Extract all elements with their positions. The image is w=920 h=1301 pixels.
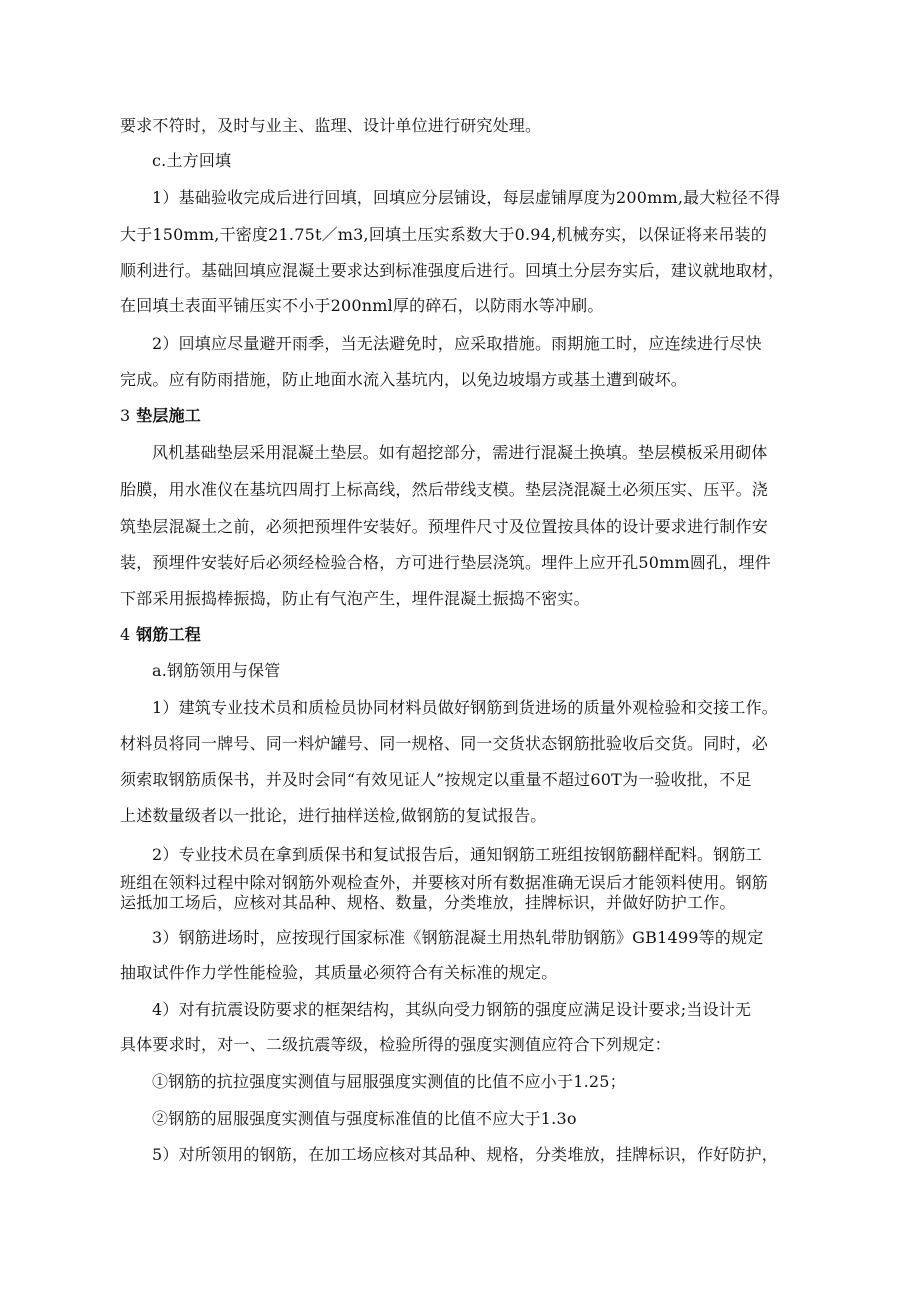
text-line: 顺利进行。基础回填应混凝土要求达到标准强度后进行。回填土分层夯实后，建议就地取材， xyxy=(120,261,785,280)
text-line: 3）钢筋进场时，应按现行国家标准《钢筋混凝土用热轧带肋钢筋》GB1499等的规定 xyxy=(152,928,764,947)
text-line: 1）基础验收完成后进行回填，回填应分层铺设，每层虚铺厚度为200mm,最大粒径不得 xyxy=(152,188,781,207)
text-line: 抽取试件作力学性能检验，其质量必须符合有关标准的规定。 xyxy=(120,963,558,982)
list-item: ②钢筋的屈服强度实测值与强度标准值的比值不应大于1.3o xyxy=(152,1109,577,1128)
text-line: 风机基础垫层采用混凝土垫层。如有超挖部分，需进行混凝土换填。垫层模板采用砌体 xyxy=(152,443,768,462)
text-line: 装，预埋件安装好后必须经检验合格，方可进行垫层浇筑。埋件上应开孔50mm圆孔，埋件 xyxy=(120,553,771,572)
text-line: 2）回填应尽量避开雨季，当无法避免时，应采取措施。雨期施工时，应连续进行尽快 xyxy=(152,334,762,353)
subsection-title: c.土方回填 xyxy=(152,151,232,170)
text-line: 材料员将同一牌号、同一料炉罐号、同一规格、同一交货状态钢筋批验收后交货。同时，必 xyxy=(120,734,769,753)
text-line: 须索取钢筋质保书，并及时会同“有效见证人”按规定以重量不超过60T为一验收批，不足 xyxy=(120,770,752,789)
text-line: 完成。应有防雨措施，防止地面水流入基坑内，以免边坡塌方或基土遭到破坏。 xyxy=(120,370,688,389)
section-heading xyxy=(120,406,820,426)
text-line: 4）对有抗震设防要求的框架结构，其纵向受力钢筋的强度应满足设计要求;当设计无 xyxy=(152,1000,752,1019)
text-line: 1）建筑专业技术员和质检员协同材料员做好钢筋到货进场的质量外观检验和交接工作。 xyxy=(152,698,778,717)
section-heading xyxy=(120,625,820,645)
text-line: 胎膜，用水准仪在基坑四周打上标高线，然后带线支模。垫层浇混凝土必须压实、压平。浇 xyxy=(120,480,769,499)
section-title: 垫层施工 xyxy=(136,406,201,425)
text-line: 要求不符时，及时与业主、监理、设计单位进行研究处理。 xyxy=(120,116,542,135)
text-line: 运抵加工场后，应核对其品种、规格、数量，分类堆放，挂牌标识，并做好防护工作。 xyxy=(120,893,736,912)
text-line: 筑垫层混凝土之前，必须把预埋件安装好。预埋件尺寸及位置按具体的设计要求进行制作安 xyxy=(120,517,769,536)
section-number: 3 xyxy=(120,406,131,425)
text-line: 具体要求时，对一、二级抗震等级，检验所得的强度实测值应符合下列规定： xyxy=(120,1035,671,1054)
text-line: 大于150mm,干密度21.75t／m3,回填土压实系数大于0.94,机械夯实，以保证将来吊装的 xyxy=(120,225,767,244)
section-title: 钢筋工程 xyxy=(136,625,201,644)
text-line: 下部采用振捣棒振捣，防止有气泡产生，埋件混凝土振捣不密实。 xyxy=(120,589,590,608)
text-line: 在回填土表面平铺压实不小于200nml厚的碎石，以防雨水等冲刷。 xyxy=(120,296,604,315)
subsection-title: a.钢筋领用与保管 xyxy=(152,661,281,680)
text-line: 上述数量级者以一批论，进行抽样送检,做钢筋的复试报告。 xyxy=(120,806,547,825)
list-item: ①钢筋的抗拉强度实测值与屈服强度实测值的比值不应小于1.25； xyxy=(152,1072,626,1091)
text-line: 2）专业技术员在拿到质保书和复试报告后，通知钢筋工班组按钢筋翻样配料。钢筋工 xyxy=(152,845,762,864)
text-line: 班组在领料过程中除对钢筋外观检查外，并要核对所有数据准确无误后才能领料使用。钢筋 xyxy=(120,873,769,892)
section-number: 4 xyxy=(120,625,131,644)
text-line: 5）对所领用的钢筋，在加工场应核对其品种、规格，分类堆放，挂牌标识，作好防护， xyxy=(152,1145,778,1164)
